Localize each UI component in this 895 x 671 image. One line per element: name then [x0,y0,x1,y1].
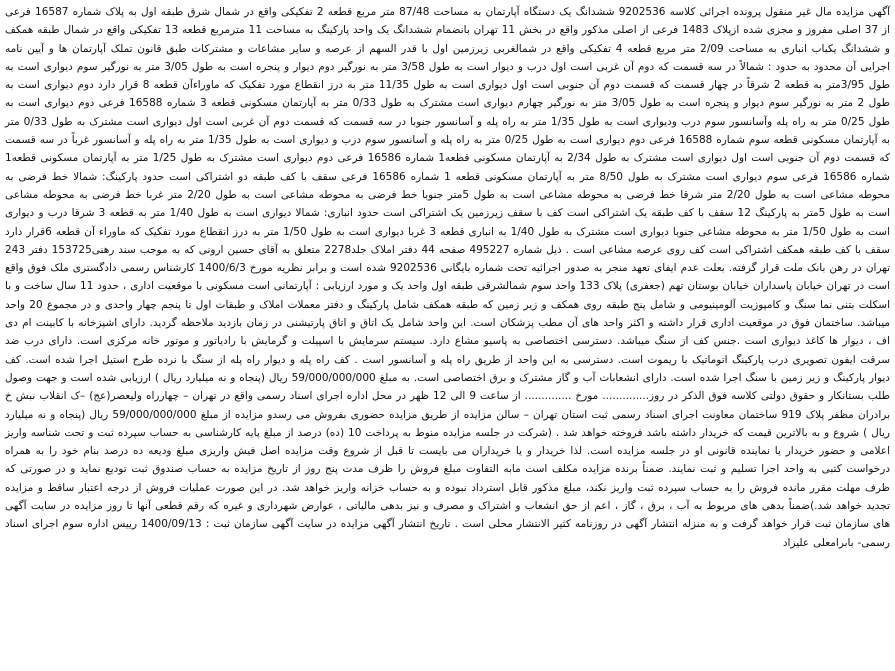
auction-notice-text: آگهی مزایده مال غیر منقول پرونده اجرائی کلاسه 9202536 ششدانگ یک دستگاه آپارتمان به مساحت 87/48 متر مربع قطعه 2 تفکیکی واقع در شمال شرق طبقه اول به پلاک شماره 16587 فرعی از 37 اصلی مفروز و مجزی شده ازپلاک 1483 فرعی از اصلی مذکور واقع در بخش 11 تهران بانضمام ششدانگ یک واحد پارکینگ به مساحت 11 مترمربع قطعه 13 تفکیکی واقع در شمال طبقه همکف و ششدانگ یکباب انباری به مساحت 2/09 متر مربع قطعه 4 تفکیکی واقع در شمالغربی زیرزمین اول با قدر السهم از عرصه و سایر مشاعات و مشترکات طبق قانون تملک آپارتمان ها و آیین نامه اجرایی آن محدود به حدود : شمالاً در سه قسمت که دوم آن غربی است اول درب و دیوار است به طول 3/58 متر به نورگیر دوم دیوار و پنجره است به طول 3/05 متر به نورگیر سوم دیواری است به طول 3/95متر به قطعه 2 شرقاً در چهار قسمت که قسمت دوم آن جنوبی است اول دیواری است به طول 11/35 متر به درز انقطاع مورد تفکیک که ماوراءآن قطعه 8 قرار دارد دوم دیواری است به طول 2 متر به نورگیر سوم دیوار و پنجره است به طول 3/05 متر به نورگیر چهارم دیواری است مشترک به طول 0/33 متر به آپارتمان مسکونی قطعه 3 شماره 16588 فرعی دوم دیواری است به طول 0/25 متر به راه پله وآسانسور سوم درب ودیواری است به طول 1/35 متر به راه پله و آسانسور جنوبا در سه قسمت که قسمت دوم آن غربی است اول دیواری است مشترک به طول 0/33 متر به آپارتمان مسکونی قطعه سوم شماره 16588 فرعی دوم دیواری است به طول 0/25 متر به راه پله و آسانسور سوم درب و دیواری است به طول 1/35 متر به راه پله و آسانسور غرباً در سه قسمت که قسمت دوم آن جنوبی است اول دیواری است مشترک به طول 2/34 به آپارتمان مسکونی قطعه1 شماره 16586 فرعی دوم دیواری است مشترک به طول 1/25 متر به آپارتمان مسکونی قطعه1 شماره 16586 فرعی سوم دیواری است مشترک به طول 8/50 متر به آپارتمان مسکونی قطعه 1 شماره 16586 فرعی سقف با کف طبقه دو اشتراکی است حدود پارکینگ: شمالا خط فرضی به محوطه مشاعی است به طول 2/20 متر شرقا خط فرضی به محوطه مشاعی است به طول 5متر جنوبا خط فرضی به محوطه مشاعی است به طول 2/20 متر غربا خط فرضی به محوطه مشاعی است به طول 5متر به پارکینگ 12 سقف با کف طبقه یک اشتراکی است کف با سقف زیرزمین یک اشتراکی است حدود انباری: شمالا دیواری است به طول 1/40 متر به قطعه 3 شرقا درب و دیواری است به طول 1/50 متر به محوطه مشاعی جنوبا دیواری است مشترک به طول 1/40 به انباری قطعه 3 غربا دیواری است به طول 1/50 متر به درز انقطاع مورد تفکیک که ماوراء آن قطعه 6قرار دارد سقف با کف طبقه همکف اشتراکی است کف روی عرصه مشاعی است . ذیل شماره 495227 صفحه 44 دفتر املاک جلد2278 متعلق به آقای حسین ارونی که به موجب سند رهنی153725 دفتر 243 تهران در رهن بانک ملت قرار گرفته. بعلت عدم ایفای تعهد منجر به صدور اجرائیه تحت شماره بایگانی 9202536 شده است و برابر نظریه مورخ 1400/6/3 کارشناس رسمی دادگستری ملک فوق واقع است در تهران خیابان پاسداران خیابان بوستان تهم (جعفری) پلاک 133 واحد سوم شمالشرقی طبقه اول واحد یک و مورد ارزیابی : آپارتمانی است مسکونی با موقعیت اداری ، حدود 11 سال ساخت و با اسکلت بتنی نما سنگ و کامپوزیت آلومینیومی و شامل پنج طبقه روی همکف و زیر زمین که طبقه همکف شامل پارکینگ و دفتر معملات املاک و طبقات اول تا پنجم چهار واحدی و در مجموع 20 واحد میباشد. ساختمان فوق در موقعیت اداری قرار داشته و اکثر واحد های آن مطب پزشکان است. این واحد شامل یک اتاق و اتاق پارتیشنی در زمان بازدید ملاحظه گردید. دارای اشپزخانه با کابینت ام دی اف ، دیوار ها کاغذ دیواری است .جنس کف از سنگ میباشد. دسترسی اختصاصی به پاسیو مشاع دارد. سیستم سرمایش با اسپیلت و گرمایش با رادیاتور و موتور خانه مرکزی است. دارای درب ضد سرقت ایفون تصویری درب پارکینگ اتوماتیک با ریموت است. دسترسی به این واحد از طریق راه پله و آسانسور است . کف راه پله و دیوار راه پله از سنگ با نرده طرح استیل اجرا شده است. کف دیوار پارکینگ و زیر زمین با سنگ اجرا شده است. دارای انشعابات آب و گاز مشترک و برق اختصاصی است. به مبلغ 59/000/000/000 ریال (پنجاه و نه میلیارد ریال ) ارزیابی شده است و جهت وصول طلب بستانکار و حقوق دولتی کلاسه فوق الذکر در روز.............. مورخ .............. از ساعت 9 الی 12 ظهر در محل اداره اجرای اسناد رسمی واقع در تهران – چهارراه ولیعصر(عج) –ک انقلاب نبش خ برادران مظفر پلاک 919 ساختمان معاونت اجرای اسناد رسمی ثبت استان تهران – سالن مزایده از طریق مزایده حضوری بفروش می رسدو مزایده از مبلغ 59/000/000/000 ریال (پنجاه و نه میلیارد ریال ) شروع و به بالاترین قیمت که خریدار داشته باشد فروخته خواهد شد . (شرکت در جلسه مزایده منوط به پرداخت 10 (ده) درصد از مبلغ پایه کارشناسی به حساب سپرده ثبت و تحت شناسه واریز اعلامی و حضور خریدار یا نماینده قانونی او در جلسه مزایده است. لذا خریدار و یا خریداران می بایست تا قبل از شروع وقت مزایده اصل فیش واریزی مبلغ ودیعه ده درصد بنام خود را به همراه درخواست کتبی به واحد اجرا تسلیم و ثبت نمایند. ضمناً برنده مزایده مکلف است مابه التفاوت مبلغ فروش را ظرف مدت پنج روز از تاریخ مزایده به حساب صندوق ثبت تودیع نماید و در صورتی که ظرف مهلت مقرر مانده فروش را به حساب سپرده ثبت واریز نکند، مبلغ مذکور قابل استرداد نبوده و به حساب خزانه واریز خواهد شد. در این صورت عملیات فروش از درجه اعتبار ساقط و مزایده تجدید خواهد شد.)ضمناً بدهی های مربوط به آب ، برق ، گاز ، اعم از حق انشعاب و اشتراک و مصرف و نیز بدهی مالیاتی ، عوارض شهرداری و غیره که رقم قطعی آنها تا روز مزایده در سایت آگهی های سازمان ثبت قرار خواهد گرفت و به منزله انتشار آگهی در روزنامه کثیر الانتشار محلی است . تاریخ انتشار آگهی مزایده در سایت آگهی سازمان ثبت : 1400/09/13 رییس اداره سوم اجرای اسناد رسمی- بابرامعلی علیزاد [5,6,891,549]
